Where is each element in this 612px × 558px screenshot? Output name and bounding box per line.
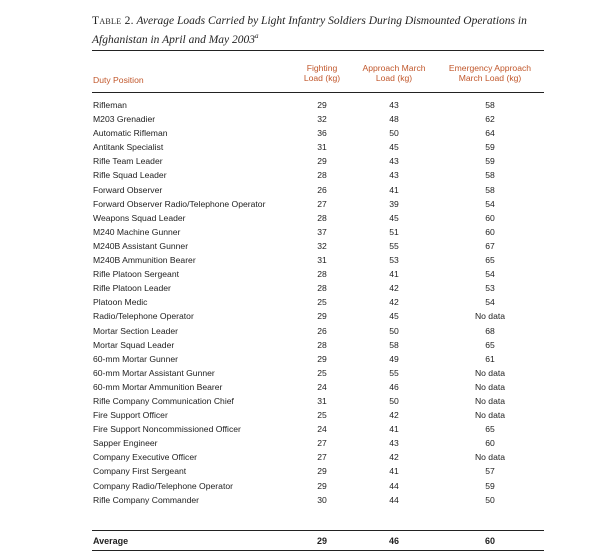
duty-position-cell: Radio/Telephone Operator	[93, 311, 194, 322]
table-row	[92, 338, 544, 352]
header-emergency-line-2: March Load (kg)	[458, 72, 522, 83]
table-row	[92, 295, 544, 309]
average-approach: 46	[388, 536, 399, 546]
approach-load-cell: 53	[389, 255, 399, 266]
duty-position-cell: Automatic Rifleman	[93, 128, 168, 139]
fighting-load-cell: 25	[317, 367, 327, 378]
header-fighting-line-1: Fighting	[306, 63, 338, 73]
fighting-load-cell: 27	[317, 438, 327, 449]
emergency-load-cell: 57	[485, 466, 495, 477]
duty-position-cell: 60-mm Mortar Gunner	[93, 353, 179, 364]
approach-load-cell: 50	[389, 128, 399, 139]
duty-position-cell: Weapons Squad Leader	[93, 212, 186, 223]
duty-position-cell: Rifle Squad Leader	[93, 170, 167, 181]
bottom-rule	[92, 550, 544, 551]
header-emergency-line-1: Emergency Approach	[448, 63, 532, 73]
table-row	[92, 479, 544, 493]
fighting-load-cell: 26	[317, 325, 327, 336]
approach-load-cell: 45	[389, 212, 399, 223]
table-row	[92, 154, 544, 168]
approach-load-cell: 45	[389, 311, 399, 322]
table-row	[92, 197, 544, 211]
table-row	[92, 422, 544, 436]
fighting-load-cell: 29	[317, 353, 327, 364]
emergency-load-cell: 54	[485, 297, 495, 308]
approach-load-cell: 42	[389, 452, 399, 463]
fighting-load-cell: 28	[317, 170, 327, 181]
emergency-load-cell: 64	[485, 128, 495, 139]
table-body	[92, 98, 544, 507]
table-row	[92, 225, 544, 239]
fighting-load-cell: 24	[317, 424, 327, 435]
average-rule	[92, 530, 544, 531]
emergency-load-cell: No data	[474, 311, 506, 322]
header-emergency-load	[440, 64, 540, 83]
duty-position-cell: M240B Ammunition Bearer	[93, 255, 196, 266]
emergency-load-cell: 59	[485, 480, 495, 491]
duty-position-cell: Rifle Company Commander	[93, 494, 200, 505]
duty-position-cell: Company First Sergeant	[93, 466, 187, 477]
duty-position-cell: Forward Observer	[93, 184, 163, 195]
table-row	[92, 140, 544, 154]
fighting-load-cell: 32	[317, 240, 327, 251]
fighting-load-cell: 36	[317, 128, 327, 139]
emergency-load-cell: No data	[474, 410, 506, 421]
approach-load-cell: 43	[389, 170, 399, 181]
header-fighting-line-2: Load (kg)	[303, 72, 341, 83]
emergency-load-cell: 68	[485, 325, 495, 336]
table-row	[92, 98, 544, 112]
emergency-load-cell: 60	[485, 438, 495, 449]
table-row	[92, 324, 544, 338]
approach-load-cell: 43	[389, 438, 399, 449]
emergency-load-cell: No data	[474, 381, 506, 392]
emergency-load-cell: 65	[485, 339, 495, 350]
fighting-load-cell: 31	[317, 142, 327, 153]
fighting-load-cell: 25	[317, 297, 327, 308]
approach-load-cell: 43	[389, 100, 399, 110]
approach-load-cell: 49	[389, 353, 399, 364]
approach-load-cell: 58	[389, 339, 399, 350]
approach-load-cell: 41	[389, 466, 399, 477]
duty-position-cell: Rifle Platoon Sergeant	[93, 269, 179, 280]
average-fighting: 29	[316, 536, 327, 546]
table-title: Average Loads Carried by Light Infantry Soldiers During Dismounted Operations in Afghanistan in April and May 2003	[92, 15, 527, 46]
duty-position-cell: 60-mm Mortar Assistant Gunner	[93, 367, 215, 378]
duty-position-cell: Sapper Engineer	[93, 438, 158, 449]
table-row	[92, 211, 544, 225]
fighting-load-cell: 27	[317, 452, 327, 463]
table-row	[92, 309, 544, 323]
approach-load-cell: 42	[389, 410, 399, 421]
duty-position-cell: Company Executive Officer	[93, 452, 197, 463]
duty-position-cell: Company Radio/Telephone Operator	[93, 480, 233, 491]
table-row	[92, 394, 544, 408]
emergency-load-cell: 54	[485, 269, 495, 280]
table-row	[92, 253, 544, 267]
approach-load-cell: 42	[389, 283, 399, 294]
duty-position-cell: Rifleman	[93, 100, 127, 110]
fighting-load-cell: 31	[317, 255, 327, 266]
duty-position-cell: Forward Observer Radio/Telephone Operator	[93, 198, 266, 209]
table-row	[92, 380, 544, 394]
fighting-load-cell: 29	[317, 100, 327, 110]
fighting-load-cell: 29	[317, 311, 327, 322]
emergency-load-cell: 53	[485, 283, 495, 294]
emergency-load-cell: 61	[485, 353, 495, 364]
approach-load-cell: 39	[389, 198, 399, 209]
duty-position-cell: Mortar Squad Leader	[93, 339, 175, 350]
table-row	[92, 450, 544, 464]
table-row	[92, 168, 544, 182]
average-row	[92, 534, 544, 548]
duty-position-cell: M240 Machine Gunner	[93, 226, 181, 237]
emergency-load-cell: 50	[485, 494, 495, 505]
approach-load-cell: 43	[389, 156, 399, 167]
duty-position-cell: Antitank Specialist	[93, 142, 164, 153]
average-emergency: 60	[484, 536, 495, 546]
emergency-load-cell: No data	[474, 395, 506, 406]
fighting-load-cell: 28	[317, 269, 327, 280]
emergency-load-cell: 54	[485, 198, 495, 209]
approach-load-cell: 48	[389, 114, 399, 125]
header-approach-line-2: Load (kg)	[375, 72, 413, 83]
approach-load-cell: 41	[389, 424, 399, 435]
emergency-load-cell: No data	[474, 367, 506, 378]
duty-position-cell: Mortar Section Leader	[93, 325, 179, 336]
fighting-load-cell: 30	[317, 494, 327, 505]
table-row	[92, 464, 544, 478]
approach-load-cell: 55	[389, 367, 399, 378]
footnote-marker: a	[255, 32, 259, 40]
table-row	[92, 352, 544, 366]
approach-load-cell: 44	[389, 494, 399, 505]
approach-load-cell: 55	[389, 240, 399, 251]
fighting-load-cell: 29	[317, 466, 327, 477]
emergency-load-cell: 58	[485, 170, 495, 181]
duty-position-cell: Rifle Company Communication Chief	[93, 395, 234, 406]
emergency-load-cell: 65	[485, 424, 495, 435]
approach-load-cell: 41	[389, 269, 399, 280]
emergency-load-cell: 60	[485, 212, 495, 223]
fighting-load-cell: 37	[317, 226, 327, 237]
duty-position-cell: Fire Support Noncommissioned Officer	[93, 424, 241, 435]
table-row	[92, 408, 544, 422]
table-label: Table 2.	[92, 15, 134, 27]
duty-position-cell: Platoon Medic	[93, 297, 148, 308]
emergency-load-cell: 62	[485, 114, 495, 125]
approach-load-cell: 50	[389, 395, 399, 406]
fighting-load-cell: 32	[317, 114, 327, 125]
table-caption	[92, 14, 562, 48]
fighting-load-cell: 29	[317, 480, 327, 491]
emergency-load-cell: 59	[485, 156, 495, 167]
emergency-load-cell: No data	[474, 452, 506, 463]
table-row	[92, 239, 544, 253]
table-row	[92, 183, 544, 197]
duty-position-cell: M240B Assistant Gunner	[93, 240, 189, 251]
approach-load-cell: 51	[389, 226, 399, 237]
header-approach-line-1: Approach March	[362, 63, 426, 73]
table-row	[92, 281, 544, 295]
emergency-load-cell: 65	[485, 255, 495, 266]
emergency-load-cell: 58	[485, 100, 495, 110]
fighting-load-cell: 25	[317, 410, 327, 421]
approach-load-cell: 50	[389, 325, 399, 336]
header-approach-load	[344, 64, 444, 83]
duty-position-cell: Fire Support Officer	[93, 410, 168, 421]
emergency-load-cell: 58	[485, 184, 495, 195]
duty-position-cell: Rifle Team Leader	[93, 156, 163, 167]
emergency-load-cell: 60	[485, 226, 495, 237]
fighting-load-cell: 29	[317, 156, 327, 167]
approach-load-cell: 45	[389, 142, 399, 153]
approach-load-cell: 41	[389, 184, 399, 195]
duty-position-cell: M203 Grenadier	[93, 114, 156, 125]
fighting-load-cell: 31	[317, 395, 327, 406]
approach-load-cell: 44	[389, 480, 399, 491]
duty-position-cell: 60-mm Mortar Ammunition Bearer	[93, 381, 223, 392]
duty-position-cell: Rifle Platoon Leader	[93, 283, 171, 294]
emergency-load-cell: 59	[485, 142, 495, 153]
fighting-load-cell: 28	[317, 212, 327, 223]
average-label: Average	[93, 536, 129, 546]
table-row	[92, 366, 544, 380]
fighting-load-cell: 24	[317, 381, 327, 392]
top-rule	[92, 50, 544, 51]
table-row	[92, 436, 544, 450]
fighting-load-cell: 26	[317, 184, 327, 195]
header-rule	[92, 92, 544, 93]
table-row	[92, 493, 544, 507]
fighting-load-cell: 28	[317, 339, 327, 350]
header-duty-position: Duty Position	[93, 75, 144, 85]
fighting-load-cell: 27	[317, 198, 327, 209]
table-row	[92, 267, 544, 281]
approach-load-cell: 42	[389, 297, 399, 308]
emergency-load-cell: 67	[485, 240, 495, 251]
table-row	[92, 112, 544, 126]
approach-load-cell: 46	[389, 381, 399, 392]
table-row	[92, 126, 544, 140]
fighting-load-cell: 28	[317, 283, 327, 294]
